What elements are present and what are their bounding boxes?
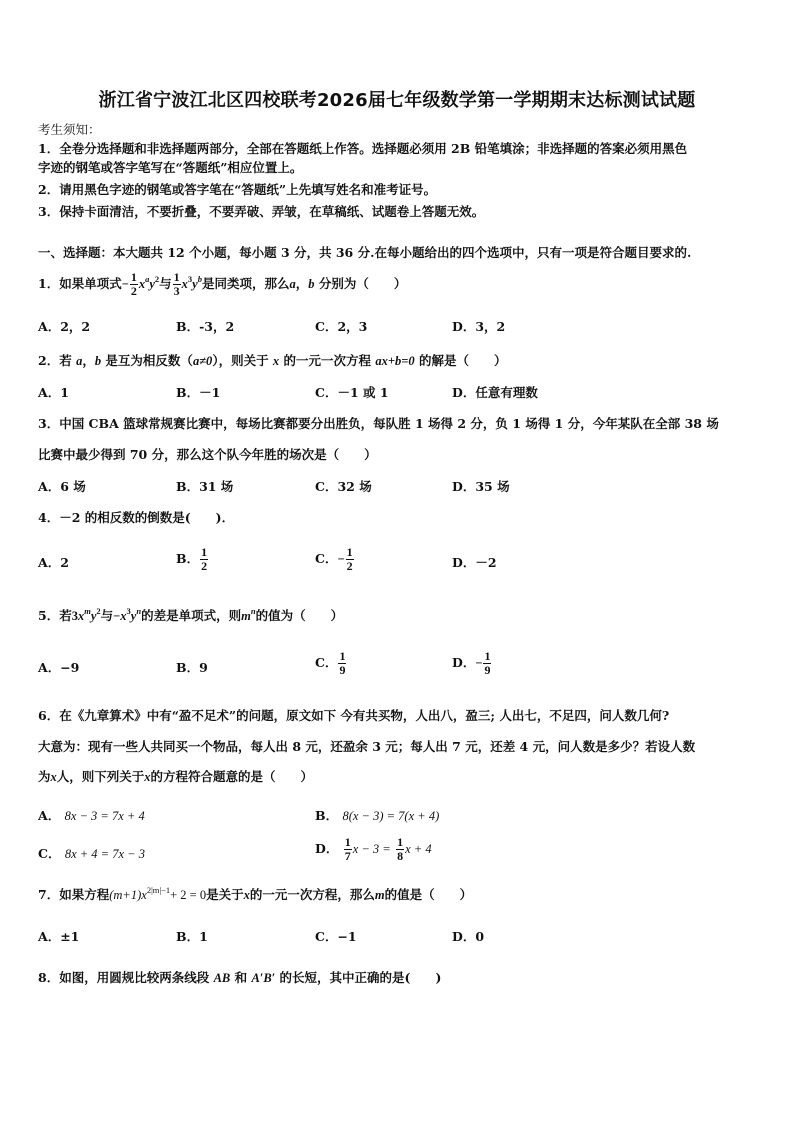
question-2-stem: 2．若 a，b 是互为相反数（a≠0），则关于 x 的一元一次方程 ax+b=0 的解是（ ） bbox=[38, 353, 507, 368]
q1-option-d[interactable]: D．3，2 bbox=[452, 319, 506, 334]
exam-title: 浙江省宁波江北区四校联考2026届七年级数学第一学期期末达标测试试题 bbox=[98, 90, 696, 111]
q7-option-b[interactable]: B．1 bbox=[176, 929, 208, 944]
notice-line-3: 3．保持卡面清洁，不要折叠，不要弄破、弄皱，在草稿纸、试题卷上答题无效。 bbox=[38, 204, 485, 219]
question-6-stem-line-2: 大意为：现有一些人共同买一个物品，每人出 8 元，还盈余 3 元；每人出 7 元，还差 4 元，问人数是多少？若设人数 bbox=[38, 739, 696, 754]
q1-fraction-2: $\frac{1}{3}$ bbox=[173, 270, 180, 298]
q3-option-b[interactable]: B．31 场 bbox=[176, 479, 234, 494]
q1-option-b[interactable]: B．-3，2 bbox=[176, 319, 235, 334]
q1-option-a[interactable]: A．2，2 bbox=[38, 319, 91, 334]
notice-heading: 考生须知： bbox=[38, 122, 101, 137]
question-2-options bbox=[38, 381, 758, 405]
question-3-options bbox=[38, 475, 758, 499]
q4-option-c[interactable]: C．− $\frac{1}{2}$ bbox=[315, 545, 353, 573]
q3-option-a[interactable]: A．6 场 bbox=[38, 479, 86, 494]
q3-option-c[interactable]: C．32 场 bbox=[315, 479, 372, 494]
question-6-stem-line-1: 6．在《九章算术》中有“盈不足术”的问题，原文如下 今有共买物，人出八，盈三; 人出七，不足四，问人数几何? bbox=[38, 708, 670, 723]
notice-line-2: 2．请用黑色字迹的钢笔或答字笔在“答题纸”上先填写姓名和准考证号。 bbox=[38, 182, 437, 197]
question-1-options bbox=[38, 315, 758, 339]
q3-option-d[interactable]: D．35 场 bbox=[452, 479, 510, 494]
q4-option-d[interactable]: D．－2 bbox=[452, 555, 497, 570]
question-6-stem-line-3: 为x人，则下列关于x的方程符合题意的是（ ） bbox=[38, 769, 314, 784]
q7-option-a[interactable]: A．±1 bbox=[38, 929, 80, 944]
q6-option-b[interactable]: B． 8(x − 3) = 7(x + 4) bbox=[315, 808, 440, 823]
question-5-stem: 5．若$3x^my^2$与$-x^3y^n$的差是单项式，则$m^n$的值为（ ） bbox=[38, 606, 344, 623]
question-6-options-row-2 bbox=[38, 836, 758, 872]
notice-line-1: 1．全卷分选择题和非选择题两部分，全部在答题纸上作答。选择题必须用 2B 铅笔填涂；非选择题的答案必须用黑色 bbox=[38, 141, 688, 156]
q2-option-b[interactable]: B．－1 bbox=[176, 385, 221, 400]
q6-option-a[interactable]: A． 8x − 3 = 7x + 4 bbox=[38, 808, 145, 823]
q4-option-b[interactable]: B． $\frac{1}{2}$ bbox=[176, 545, 208, 573]
question-6-options-row-1 bbox=[38, 804, 758, 828]
question-8-stem: 8．如图，用圆规比较两条线段 AB 和 A′B′ 的长短，其中正确的是( ) bbox=[38, 970, 442, 985]
q5-option-b[interactable]: B．9 bbox=[176, 660, 208, 675]
notice-line-1-cont: 字迹的钢笔或答字笔写在“答题纸”相应位置上。 bbox=[38, 160, 303, 175]
question-3-stem-line-2: 比赛中最少得到 70 分，那么这个队今年胜的场次是（ ） bbox=[38, 447, 377, 462]
q7-option-d[interactable]: D．0 bbox=[452, 929, 485, 944]
section-1-heading: 一、选择题：本大题共 12 个小题，每小题 3 分，共 36 分.在每小题给出的四个选项中，只有一项是符合题目要求的. bbox=[38, 245, 692, 260]
question-4-options bbox=[38, 546, 758, 580]
q6-option-d[interactable]: D． $\frac{1}{7}$ x − 3 = $\frac{1}{8}$ x + 4 bbox=[315, 835, 432, 863]
question-3-stem-line-1: 3．中国 CBA 篮球常规赛比赛中，每场比赛都要分出胜负，每队胜 1 场得 2 分，负 1 场得 1 分，今年某队在全部 38 场 bbox=[38, 416, 719, 431]
q4-option-a[interactable]: A．2 bbox=[38, 555, 69, 570]
question-5-options bbox=[38, 650, 758, 686]
q1-mid: 与 bbox=[159, 276, 172, 291]
q1-minus: − bbox=[121, 277, 129, 291]
question-1-stem: 1．如果单项式− $\frac{1}{2}$ $x^ay^2$与 $\frac{1}{3}$ $x^3y^b$是同类项，那么a，b 分别为（ ） bbox=[38, 270, 407, 298]
question-4-stem: 4．－2 的相反数的倒数是( )． bbox=[38, 510, 235, 525]
q5-option-c[interactable]: C． $\frac{1}{9}$ bbox=[315, 649, 346, 677]
q5-option-d[interactable]: D．− $\frac{1}{9}$ bbox=[452, 649, 491, 677]
q1-fraction-1: $\frac{1}{2}$ bbox=[130, 270, 137, 298]
q2-option-d[interactable]: D．任意有理数 bbox=[452, 385, 538, 400]
q7-option-c[interactable]: C．−1 bbox=[315, 929, 357, 944]
question-7-options bbox=[38, 925, 758, 949]
question-7-stem: 7．如果方程$(m+1)x^{2|m|-1}+ 2 = 0$是关于x的一元一次方程，那么m的值是（ ） bbox=[38, 885, 473, 902]
q2-option-a[interactable]: A．1 bbox=[38, 385, 69, 400]
q6-option-c[interactable]: C． 8x + 4 = 7x − 3 bbox=[38, 846, 145, 861]
q2-option-c[interactable]: C．－1 或 1 bbox=[315, 385, 389, 400]
q1-prefix: 1．如果单项式 bbox=[38, 276, 122, 291]
q5-option-a[interactable]: A．−9 bbox=[38, 660, 80, 675]
q1-option-c[interactable]: C．2，3 bbox=[315, 319, 368, 334]
